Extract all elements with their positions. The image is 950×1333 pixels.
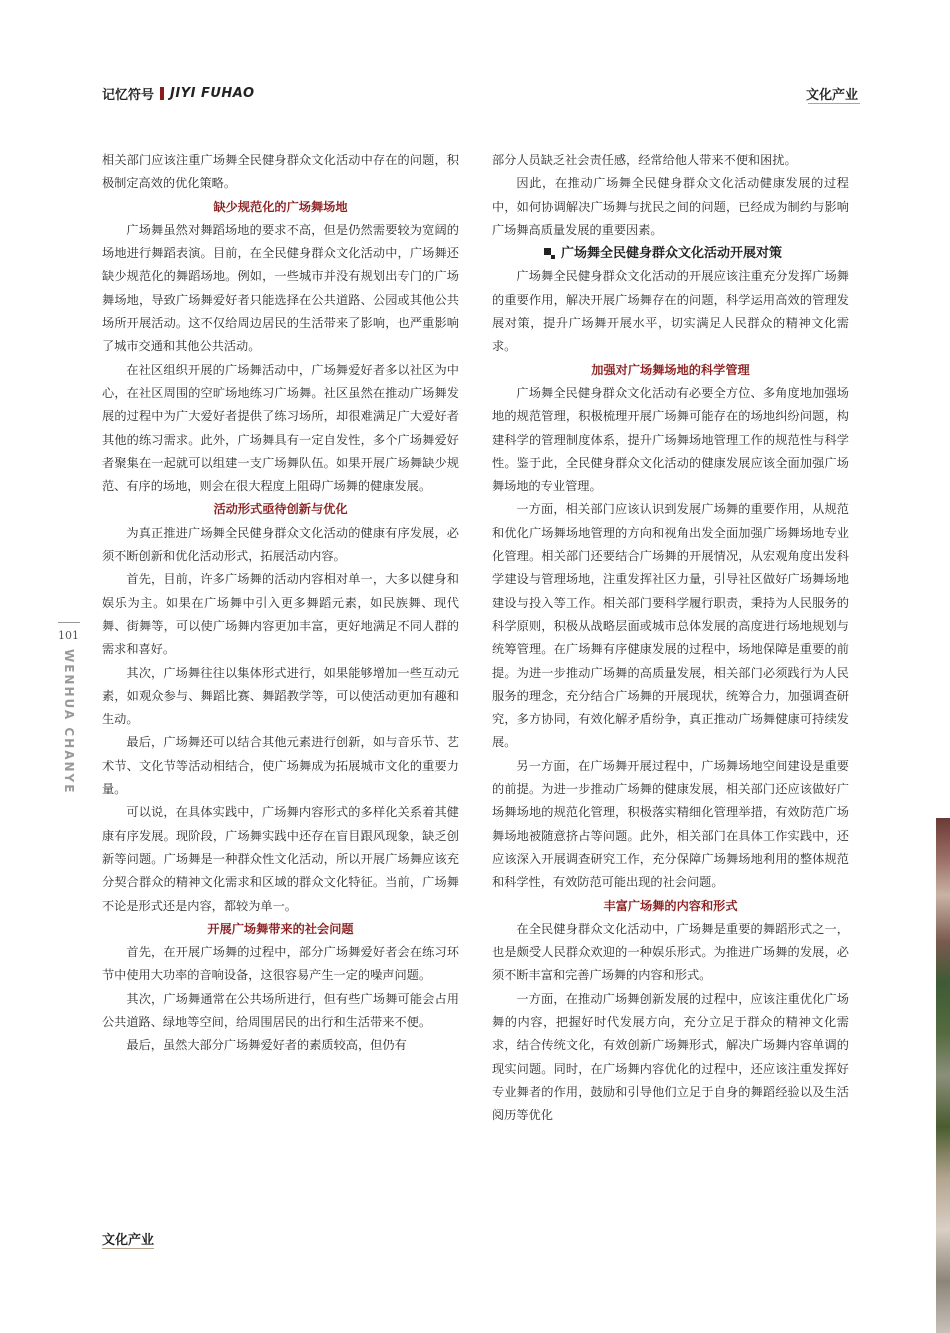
subsection-heading: 加强对广场舞场地的科学管理 bbox=[591, 362, 750, 377]
body-paragraph: 广场舞全民健身群众文化活动的开展应该注重充分发挥广场舞的重要作用，解决开展广场舞存在的问题，科学运用高效的管理发展对策，提升广场舞开展水平，切实满足人民群众的精神文化需求。 bbox=[492, 269, 849, 354]
body-paragraph: 广场舞虽然对舞蹈场地的要求不高，但是仍然需要较为宽阔的场地进行舞蹈表演。目前，在全民健身群众文化活动中，广场舞还缺少规范化的舞蹈场地。例如，一些城市并没有规划出专门的广场舞场地，导致广场舞爱好者只能选择在公共道路、公园或其他公共场所开展活动。这不仅给周边居民的生活带来了影响，也严重影响了城市交通和其他公共活动。 bbox=[102, 222, 459, 354]
body-paragraph: 一方面，在推动广场舞创新发展的过程中，应该注重优化广场舞的内容，把握好时代发展方向，充分立足于群众的精神文化需求，结合传统文化，有效创新广场舞形式，解决广场舞内容单调的现实问题。同时，在广场舞内容优化的过程中，还应该注重发挥好专业舞者的作用，鼓励和引导他们立足于自身的舞蹈经验以及生活阅历等优化 bbox=[492, 991, 849, 1123]
body-paragraph: 在全民健身群众文化活动中，广场舞是重要的舞蹈形式之一，也是颇受人民群众欢迎的一种娱乐形式。为推进广场舞的发展，必须不断丰富和完善广场舞的内容和形式。 bbox=[492, 921, 849, 983]
header-column-name: 文化产业 bbox=[806, 88, 859, 103]
header-divider bbox=[160, 87, 164, 100]
subsection-heading: 缺少规范化的广场舞场地 bbox=[213, 199, 348, 214]
body-paragraph: 广场舞全民健身群众文化活动有必要全方位、多角度地加强场地的规范管理，积极梳理开展广场舞可能存在的场地纠纷问题，构建科学的管理制度体系，提升广场舞场地管理工作的规范性与科学性。鉴于此，全民健身群众文化活动的健康发展应该全面加强广场舞场地的专业管理。 bbox=[492, 385, 849, 494]
footer-column-name: 文化产业 bbox=[102, 1233, 155, 1248]
running-header bbox=[102, 84, 255, 103]
subsection-heading: 活动形式亟待创新与优化 bbox=[213, 502, 348, 517]
section-heading-text: 广场舞全民健身群众文化活动开展对策 bbox=[561, 246, 783, 262]
page-number-rule bbox=[58, 622, 80, 623]
body-paragraph: 部分人员缺乏社会责任感，经常给他人带来不便和困扰。 bbox=[492, 153, 797, 167]
body-paragraph: 可以说，在具体实践中，广场舞内容形式的多样化关系着其健康有序发展。现阶段，广场舞实践中还存在盲目跟风现象，缺乏创新等问题。广场舞是一种群众性文化活动，所以开展广场舞应该充分契合群众的精神文化需求和区域的群众文化特征。当前，广场舞不论是形式还是内容，都较为单一。 bbox=[102, 805, 459, 913]
header-section-title-en: JIYI FUHAO bbox=[170, 86, 255, 101]
footer-rule bbox=[102, 1248, 154, 1249]
page-number: 101 bbox=[58, 629, 79, 642]
subsection-heading: 开展广场舞带来的社会问题 bbox=[207, 921, 354, 936]
body-paragraph: 其次，广场舞通常在公共场所进行，但有些广场舞可能会占用公共道路、绿地等空间，给周围居民的出行和生活带来不便。 bbox=[102, 991, 459, 1029]
section-bullet-icon bbox=[544, 248, 555, 259]
body-paragraph: 首先，在开展广场舞的过程中，部分广场舞爱好者会在练习环节中使用大功率的音响设备，这很容易产生一定的噪声问题。 bbox=[102, 945, 459, 983]
header-section-title: 记忆符号 bbox=[102, 88, 155, 103]
body-paragraph: 最后，虽然大部分广场舞爱好者的素质较高，但仍有 bbox=[126, 1038, 407, 1053]
article-column-left bbox=[102, 149, 459, 1058]
body-paragraph: 一方面，相关部门应该认识到发展广场舞的重要作用，从规范和优化广场舞场地管理的方向和视角出发全面加强广场舞场地专业化管理。相关部门还要结合广场舞的开展情况，从宏观角度出发科学建设与管理场地，注重发挥社区力量，引导社区做好广场舞场地建设与投入等工作。相关部门要科学履行职责，秉持为人民服务的科学原则，积极从战略层面或城市总体发展的高度进行场地规划与统筹管理。在广场舞有序健康发展的过程中，场地保障是重要的前提。为进一步推动广场舞的高质量发展，相关部门必须践行为人民服务的理念，充分结合广场舞的开展现状，统筹合力，加强调查研究，多方协同，有效化解矛盾纷争，真正推动广场舞健康可持续发展。 bbox=[492, 502, 849, 750]
header-rule bbox=[808, 103, 860, 104]
subsection-heading: 丰富广场舞的内容和形式 bbox=[603, 898, 738, 913]
body-paragraph: 为真正推进广场舞全民健身群众文化活动的健康有序发展，必须不断创新和优化活动形式，拓展活动内容。 bbox=[102, 525, 459, 564]
section-heading bbox=[492, 242, 849, 265]
body-paragraph: 首先，目前，许多广场舞的活动内容相对单一，大多以健身和娱乐为主。如果在广场舞中引入更多舞蹈元素，如民族舞、现代舞、街舞等，可以使广场舞内容更加丰富，更好地满足不同人群的需求和喜好。 bbox=[102, 572, 459, 657]
photo-edge-image bbox=[936, 818, 950, 1333]
body-paragraph: 在社区组织开展的广场舞活动中，广场舞爱好者多以社区为中心，在社区周围的空旷场地练习广场舞。社区虽然在推动广场舞发展的过程中为广大爱好者提供了练习场所，却很难满足广大爱好者其他的练习需求。此外，广场舞具有一定自发性，多个广场舞爱好者聚集在一起就可以组建一支广场舞队伍。如果开展广场舞缺少规范、有序的场地，则会在很大程度上阻碍广场舞的健康发展。 bbox=[102, 362, 459, 494]
body-paragraph: 因此，在推动广场舞全民健身群众文化活动健康发展的过程中，如何协调解决广场舞与扰民之间的问题，已经成为制约与影响广场舞高质量发展的重要因素。 bbox=[492, 176, 849, 237]
body-paragraph: 最后，广场舞还可以结合其他元素进行创新，如与音乐节、艺术节、文化节等活动相结合，使广场舞成为拓展城市文化的重要力量。 bbox=[102, 735, 459, 797]
body-paragraph: 相关部门应该注重广场舞全民健身群众文化活动中存在的问题，积极制定高效的优化策略。 bbox=[102, 153, 459, 191]
body-paragraph: 另一方面，在广场舞开展过程中，广场舞场地空间建设是重要的前提。为进一步推动广场舞的健康发展，相关部门还应该做好广场舞场地的规范化管理，积极落实精细化管理举措，有效防范广场舞场地被随意挤占等问题。此外，相关部门在具体工作实践中，还应该深入开展调查研究工作，充分保障广场舞场地利用的整体规范和科学性，有效防范可能出现的社会问题。 bbox=[492, 758, 849, 890]
article-column-right bbox=[492, 149, 849, 1127]
vertical-magazine-name: WENHUA CHANYE bbox=[62, 649, 76, 795]
body-paragraph: 其次，广场舞往往以集体形式进行，如果能够增加一些互动元素，如观众参与、舞蹈比赛、舞蹈教学等，可以使活动更加有趣和生动。 bbox=[102, 665, 459, 727]
